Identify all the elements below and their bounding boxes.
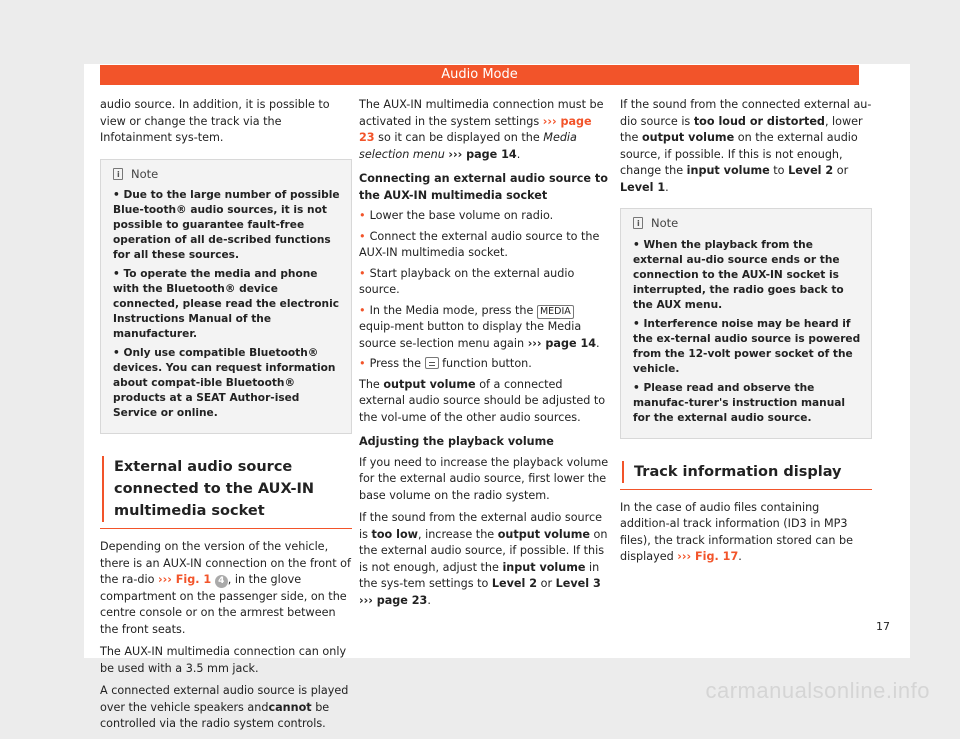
note-item: • Please read and observe the manufac-turer's instruction manual for the external audio source.: [633, 381, 861, 426]
list-item: • In the Media mode, press the MEDIA equip-ment button to display the Media source se-lection menu again ››› page 14.: [359, 303, 600, 350]
fig-link[interactable]: ››› Fig. 17: [677, 550, 739, 563]
page-link[interactable]: ››› page 14: [527, 336, 597, 350]
increase-volume-paragraph: If you need to increase the playback volume for the external audio source, first lower the base volume on the radio system.: [359, 455, 609, 502]
section-heading-aux: External audio source connected to the AUX-IN multimedia socket: [100, 456, 352, 529]
bullet-icon: •: [359, 209, 366, 222]
subheading-connecting: Connecting an external audio source to the AUX-IN multimedia socket: [359, 172, 608, 202]
intro-paragraph: audio source. In addition, it is possible to view or change the track via the Infotainment sys-tem.: [100, 98, 330, 144]
note-title: Note: [131, 166, 159, 181]
page-link[interactable]: ››› page 23: [359, 593, 428, 607]
page-header-banner: Audio Mode: [100, 65, 859, 85]
too-loud-paragraph: If the sound from the connected external au-dio source is too loud or distorted, lower the output volume on the external audio source, if possible. If this is not enough, change the input volume to Level 2 or Level 1.: [620, 98, 872, 194]
column-2: [359, 97, 611, 615]
watermark: carmanualsonline.info: [705, 678, 930, 703]
bullet-icon: •: [359, 229, 366, 243]
output-volume-paragraph: The output volume of a connected external audio source should be adjusted to the vol-ume of the other audio sources.: [359, 377, 606, 424]
column-1: [100, 97, 352, 739]
info-icon: [633, 217, 643, 229]
speakers-paragraph: A connected external audio source is played over the vehicle speakers andcannot be controlled via the radio system controls.: [100, 684, 349, 730]
note-box-aux: [620, 208, 872, 439]
fig-link[interactable]: ››› Fig. 1: [158, 573, 212, 586]
list-item: • Start playback on the external audio source.: [359, 266, 575, 296]
section-heading-track: Track information display: [620, 461, 872, 490]
note-item: • Interference noise may be heard if the ex-ternal audio source is powered from the 12-volt power socket of the vehicle.: [633, 317, 861, 377]
bullet-icon: •: [359, 266, 366, 280]
bullet-icon: •: [359, 303, 366, 317]
note-item: • Only use compatible Bluetooth® devices. You can request information about compat-ible Bluetooth® products at a SEAT Author-ised Service or online.: [113, 346, 341, 421]
page-number: 17: [876, 620, 890, 633]
note-title: Note: [651, 216, 679, 230]
aux-location-paragraph: Depending on the version of the vehicle, there is an AUX-IN connection on the front of the ra-dio ››› Fig. 1 4 , in the glove compartment on the passenger side, on the centre console or on the armrest between the front seats.: [100, 540, 351, 636]
too-low-paragraph: If the sound from the external audio source is too low, increase the output volume on the external audio source, if possible. If this is not enough, adjust the input volume in the sys-tem settings to Level 2 or Level 3 ››› page 23.: [359, 511, 608, 607]
media-key-icon: MEDIA: [537, 305, 574, 319]
note-item: • Due to the large number of possible Blue-tooth® audio sources, it is not possible to guarantee fault-free operation of all de-scribed functions for all these sources.: [113, 188, 341, 263]
list-item: • Lower the base volume on radio.: [359, 209, 554, 222]
note-item: • To operate the media and phone with the Bluetooth® device connected, please read the electronic Instructions Manual of the manufacturer.: [113, 267, 341, 342]
function-button-icon: [425, 357, 439, 369]
list-item: • Connect the external audio source to the AUX-IN multimedia socket.: [359, 229, 600, 259]
info-icon: [113, 168, 123, 180]
jack-paragraph: The AUX-IN multimedia connection can only be used with a 3.5 mm jack.: [100, 645, 347, 675]
callout-number: 4: [215, 575, 228, 588]
subheading-adjusting: Adjusting the playback volume: [359, 435, 554, 448]
activation-paragraph: The AUX-IN multimedia connection must be activated in the system settings ››› page 23 so it can be displayed on the Media selection menu ››› page 14.: [359, 98, 604, 161]
note-box-bluetooth: [100, 159, 352, 435]
list-item: • Press the function button.: [359, 357, 532, 370]
page-link[interactable]: ››› page 23: [359, 114, 592, 144]
track-info-paragraph: In the case of audio files containing addition-al track information (ID3 in MP3 files), the track information stored can be displayed ››› Fig. 17.: [620, 500, 854, 563]
page-link[interactable]: ››› page 14: [448, 147, 517, 161]
bullet-icon: •: [359, 357, 366, 370]
column-3: [620, 97, 872, 572]
note-item: • When the playback from the external au-dio source ends or the connection to the AUX-IN socket is interrupted, the radio goes back to the AUX menu.: [633, 238, 861, 313]
